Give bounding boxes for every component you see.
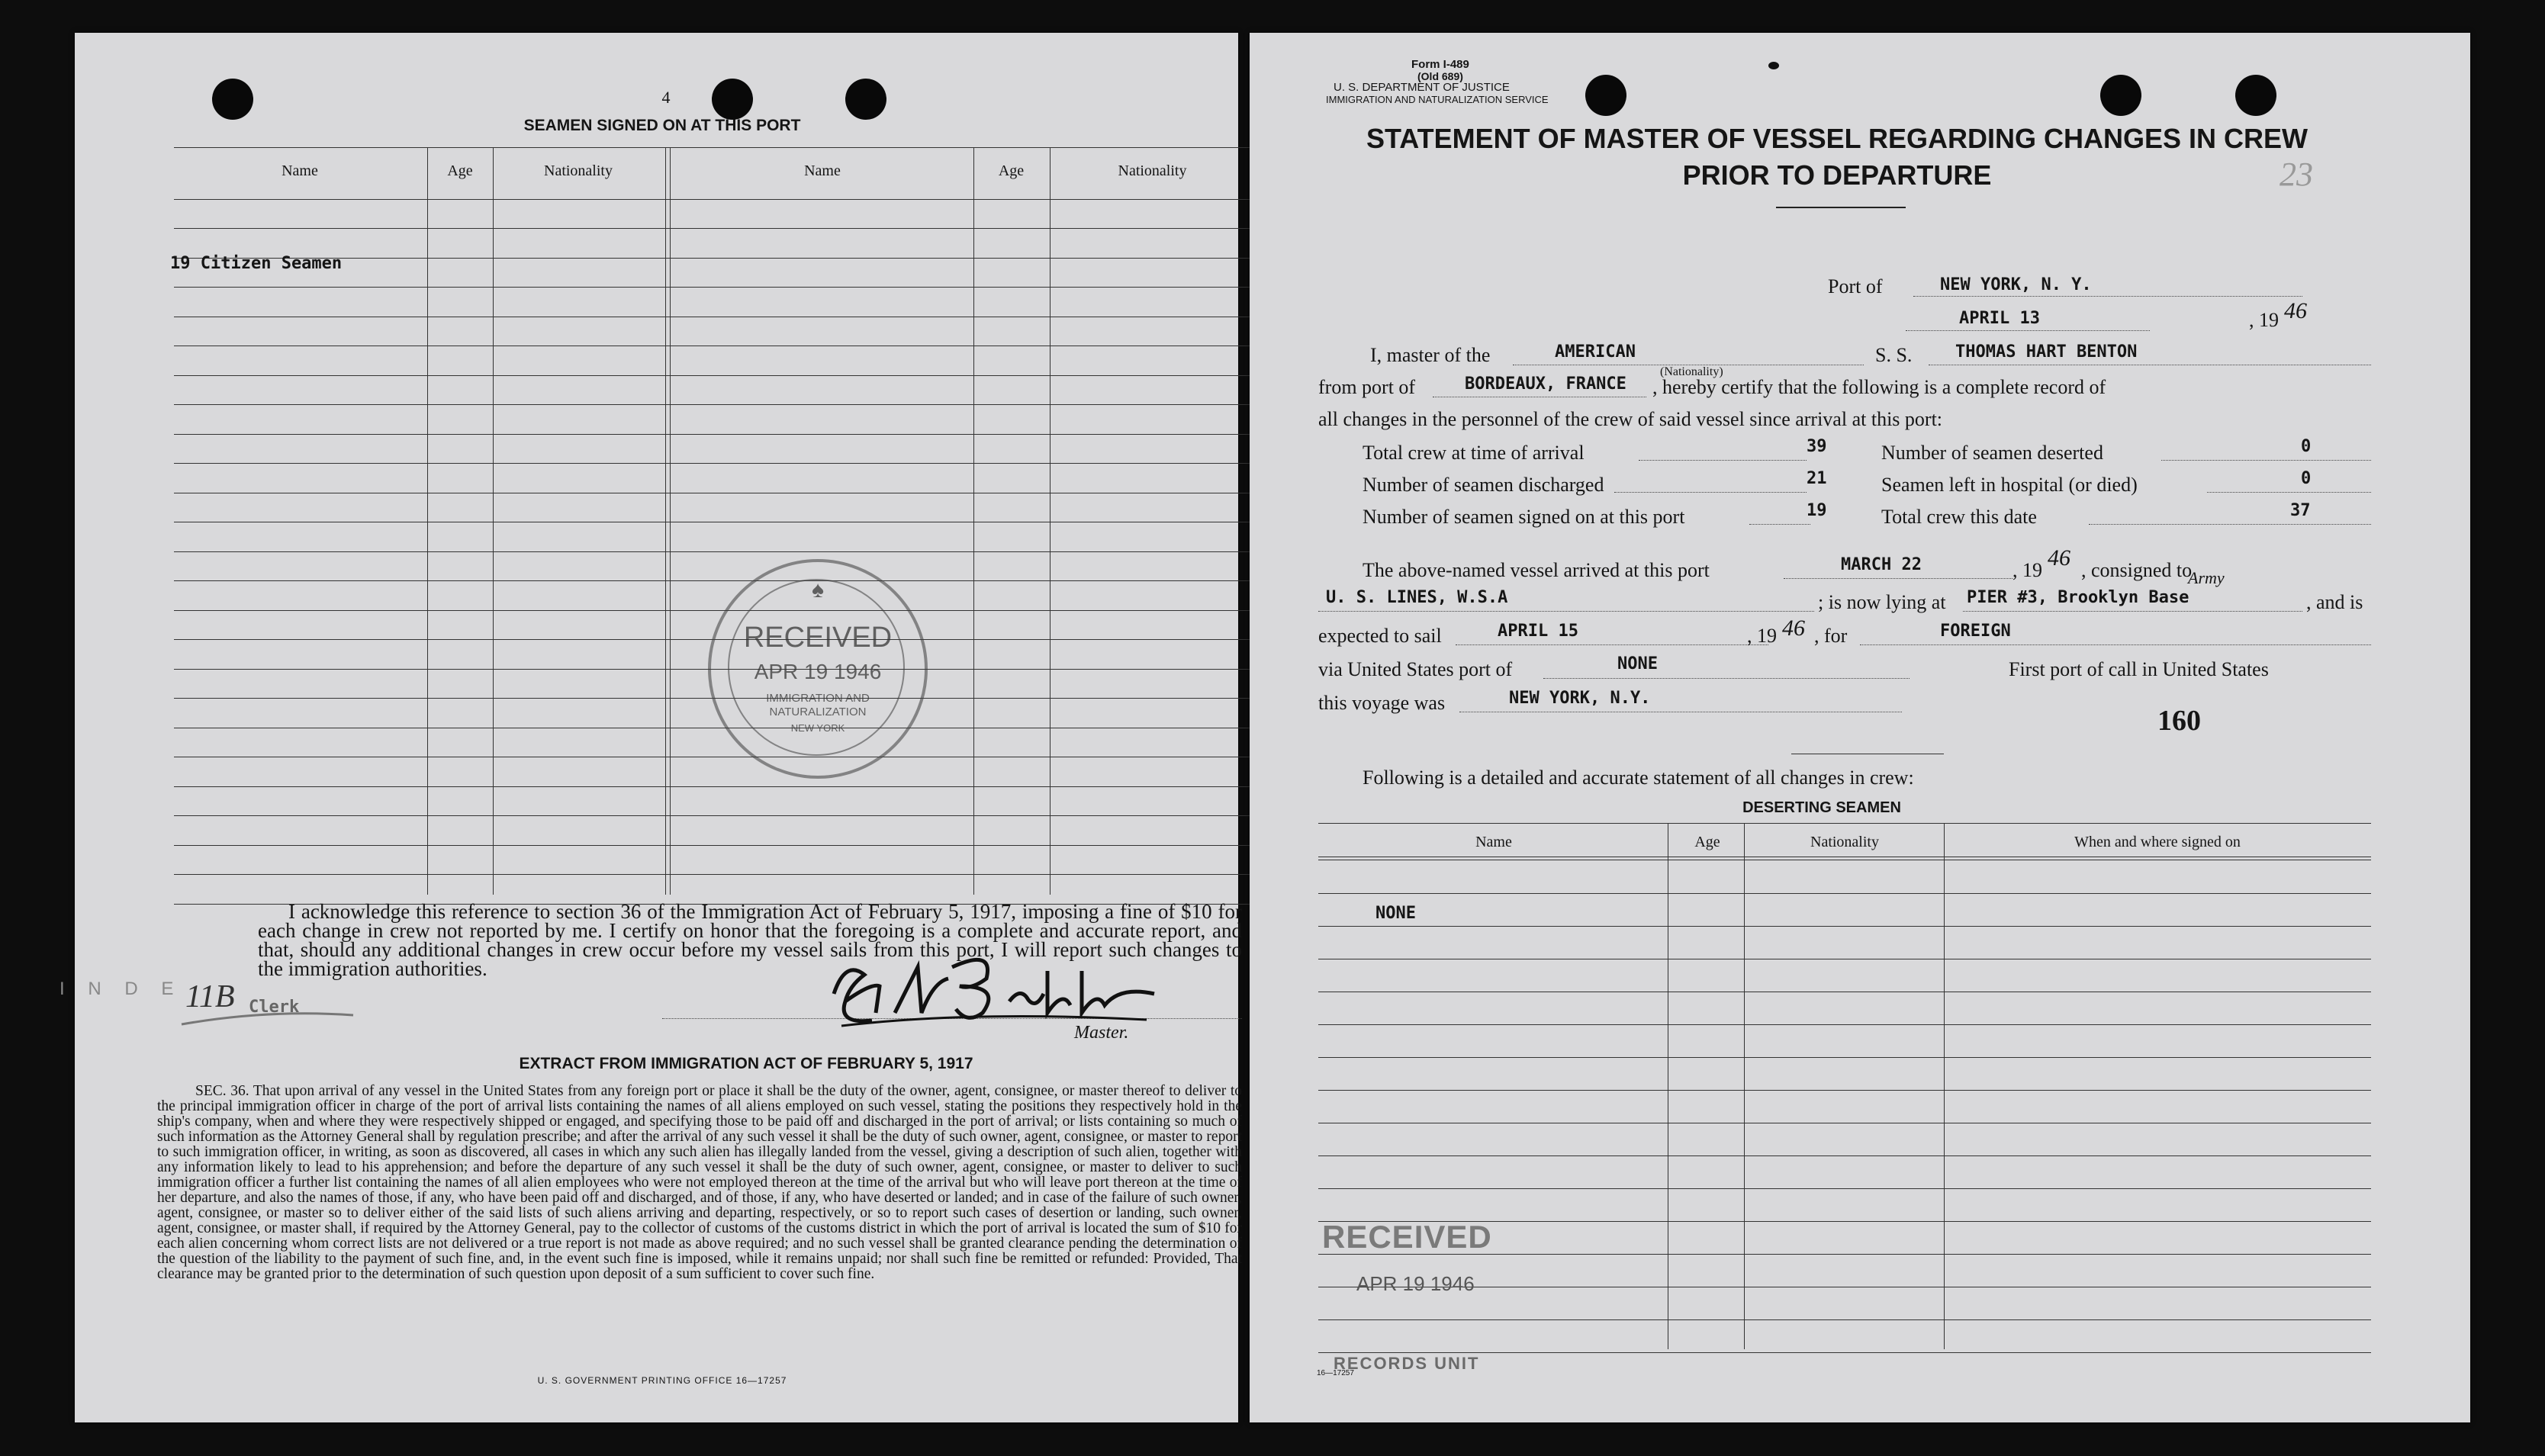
- from-port-value: BORDEAUX, FRANCE: [1465, 374, 1626, 394]
- deserting-col-age: Age: [1694, 834, 1720, 850]
- stat-value-total-arrival: 39: [1807, 437, 1827, 456]
- page-number: 4: [661, 88, 671, 107]
- col-header-age: Age: [447, 162, 473, 179]
- punch-hole: [212, 79, 253, 120]
- stat-value-discharged: 21: [1807, 469, 1827, 488]
- lying-at-label: ; is now lying at: [1818, 591, 1946, 613]
- ss-label: S. S.: [1875, 344, 1913, 366]
- stat-label-total-this-date: Total crew this date: [1881, 506, 2037, 528]
- certify-text: , hereby certify that the following is a complete record of: [1652, 376, 2106, 398]
- stamp-line-1: IMMIGRATION AND: [766, 692, 870, 705]
- extract-text: SEC. 36. That upon arrival of any vessel in the United States from any foreign port or place it shall be the duty of the owner, agent, consignee, or master thereof to deliver to the principal immigration officer in charge of the port of arrival lists containing the names of all aliens employed on such vessel, stating the positions they respectively hold in the ship's company, when and where they were respectively shipped or engaged, and specifying those to be paid off and discharged in the port of arrival; or lists containing so much of such information as the Attorney General shall by regulation prescribe; and after the arrival of any such vessel it shall be the duty of such owner, agent, consignee, or master to report to such immigration officer, in writing, as soon as discovered, all cases in which any such alien has illegally landed from the vessel, giving a description of such alien, together with any information likely to lead to his apprehension; and before the departure of any such vessel it shall be the duty of such owner, agent, consignee, or master to deliver to such immigration officer a further list containing the names of all alien employees who were not employed thereon at the time of the arrival but who will leave port thereon at the time of her departure, and also the names of those, if any, who have been paid off and discharged, and of those, if any, who have deserted or landed; and in case of the failure of such owner, agent, consignee, or master so to deliver either of the said lists of such aliens arriving and departing, respectively, or so to report such cases of desertion or landing, such owner, agent, consignee, or master shall, if required by the Attorney General, pay to the collector of customs of the customs district in which the port of arrival is located the sum of $10 for each alien concerning whom correct lists are not delivered or a true report is not made as above required; and no such vessel shall be granted clearance pending the determination of the question of the liability to the payment of such fine, and, in the event such fine is imposed, while it remains unpaid; nor shall such fine be remitted or refunded: Provided, That clearance may be granted prior to the determination of such question upon deposit of a sum sufficient to cover such fine.: [157, 1083, 1242, 1282]
- deserting-col-name: Name: [1475, 834, 1512, 850]
- table-row-line: [174, 845, 1256, 846]
- punch-hole: [1585, 75, 1626, 116]
- table-row-line: [1318, 926, 2371, 927]
- deserting-seamen-title: DESERTING SEAMEN: [1742, 799, 1901, 816]
- col-header-age-2: Age: [998, 162, 1025, 179]
- form-number: Form I-489: [1411, 58, 1469, 71]
- handwritten-number: 160: [2157, 705, 2201, 737]
- form-old-number: (Old 689): [1417, 70, 1463, 82]
- stamp-line-2: NATURALIZATION: [769, 706, 867, 718]
- table-row-line: [1318, 1319, 2371, 1320]
- arrived-label: The above-named vessel arrived at this port: [1363, 559, 1710, 581]
- col-header-name: Name: [282, 162, 318, 179]
- nationality-caption: (Nationality): [1660, 365, 1723, 378]
- table-row-line: [1318, 1057, 2371, 1058]
- received-stamp: ♠ RECEIVED APR 19 1946 IMMIGRATION AND NATURALIZATION NEW YORK: [708, 559, 928, 779]
- stat-label-signed-on: Number of seamen signed on at this port: [1363, 506, 1685, 528]
- deserting-col-nationality: Nationality: [1810, 834, 1879, 850]
- punch-hole: [2100, 75, 2141, 116]
- table-row-line: [1318, 1090, 2371, 1091]
- arrived-date-value: MARCH 22: [1841, 555, 1922, 574]
- year-value: 46: [2284, 298, 2307, 323]
- sail-year-prefix: , 19: [1747, 625, 1777, 647]
- form-title-line-1: STATEMENT OF MASTER OF VESSEL REGARDING CHANGES IN CREW: [1366, 123, 2309, 154]
- sail-year-value: 46: [1782, 616, 1805, 641]
- arrived-year-prefix: , 19: [2013, 559, 2042, 581]
- stat-value-deserted: 0: [2301, 437, 2312, 456]
- first-entry-citizen-seamen: 19 Citizen Seamen: [170, 254, 343, 273]
- port-label: Port of: [1828, 275, 1883, 297]
- deserting-col-signed-on: When and where signed on: [2074, 834, 2241, 850]
- stamp-line-3: NEW YORK: [790, 722, 845, 734]
- stat-label-total-arrival: Total crew at time of arrival: [1363, 442, 1585, 464]
- extract-title: EXTRACT FROM IMMIGRATION ACT OF FEBRUARY 5, 1917: [519, 1055, 973, 1072]
- records-unit-stamp: RECORDS UNIT: [1334, 1354, 1480, 1373]
- and-is-label: , and is: [2306, 591, 2363, 613]
- table-row-line: [174, 404, 1256, 405]
- form-title-line-2: PRIOR TO DEPARTURE: [1682, 159, 1992, 191]
- table-row-line: [174, 815, 1256, 816]
- port-value: NEW YORK, N. Y.: [1940, 275, 2092, 294]
- table-row-line: [1318, 1188, 2371, 1189]
- table-row-line: [1318, 893, 2371, 894]
- consignee-value: U. S. LINES, W.S.A: [1326, 588, 1508, 607]
- right-document-page: [1250, 33, 2470, 1422]
- received-stamp-bottom: RECEIVED: [1322, 1219, 1492, 1255]
- table-row-line: [174, 228, 1256, 229]
- department-line-1: U. S. DEPARTMENT OF JUSTICE: [1334, 81, 1510, 94]
- acknowledgement-text: I acknowledge this reference to section 36 of the Immigration Act of February 5, 1917, imposing a fine of $10 for each change in crew not reported by me. I certify on honor that the foregoing is a complete and accurate report, and that, should any additional changes in crew occur before my vessel sails from this port, I will report such changes to the immigration authorities.: [258, 900, 1242, 980]
- consigned-label: , consigned to: [2081, 559, 2193, 581]
- col-header-nationality-2: Nationality: [1118, 162, 1187, 179]
- table-row-line: [174, 434, 1256, 435]
- pier-value: PIER #3, Brooklyn Base: [1967, 588, 2189, 607]
- stat-value-signed-on: 19: [1807, 501, 1827, 520]
- table-row-line: [1318, 1155, 2371, 1156]
- stamp-date-text: APR 19 1946: [754, 660, 882, 683]
- right-footer-code: 16—17257: [1317, 1369, 1354, 1377]
- punch-hole: [712, 79, 753, 120]
- table-row-line: [174, 551, 1256, 552]
- year-prefix: , 19: [2249, 309, 2279, 331]
- certify-text-2: all changes in the personnel of the crew of said vessel since arrival at this port:: [1318, 408, 1943, 430]
- table-row-line: [174, 786, 1256, 787]
- table-row-line: [1318, 1024, 2371, 1025]
- seamen-signed-on-title: SEAMEN SIGNED ON AT THIS PORT: [523, 117, 801, 134]
- index-mark: I N D E: [60, 979, 183, 999]
- left-document-page: [60, 33, 1242, 1422]
- stat-label-deserted: Number of seamen deserted: [1881, 442, 2103, 464]
- stat-label-hospital: Seamen left in hospital (or died): [1881, 474, 2138, 496]
- for-label: , for: [1814, 625, 1848, 647]
- voyage-label: this voyage was: [1318, 692, 1446, 714]
- clerk-label: Clerk: [249, 998, 300, 1017]
- department-line-2: IMMIGRATION AND NATURALIZATION SERVICE: [1326, 94, 1549, 105]
- destination-value: FOREIGN: [1940, 622, 2011, 641]
- stat-value-hospital: 0: [2301, 469, 2312, 488]
- stat-label-discharged: Number of seamen discharged: [1363, 474, 1604, 496]
- received-stamp-date: APR 19 1946: [1356, 1272, 1475, 1295]
- corner-note: 23: [2280, 156, 2313, 193]
- vessel-name: THOMAS HART BENTON: [1955, 342, 2138, 362]
- from-port-label: from port of: [1318, 376, 1416, 398]
- via-port-label: via United States port of: [1318, 658, 1513, 680]
- following-text: Following is a detailed and accurate statement of all changes in crew:: [1363, 767, 1914, 789]
- expected-label: expected to sail: [1318, 625, 1442, 647]
- gpo-footer: U. S. GOVERNMENT PRINTING OFFICE 16—17257: [537, 1375, 787, 1386]
- table-row-line: [174, 375, 1256, 376]
- stat-value-total-this-date: 37: [2290, 501, 2311, 520]
- arrived-year-value: 46: [2048, 545, 2070, 571]
- table-row-line: [174, 610, 1256, 611]
- clerk-initials: 11B: [185, 979, 235, 1014]
- pier-note: Army: [2188, 568, 2225, 587]
- table-row-line: [174, 287, 1256, 288]
- table-row-line: [1318, 1352, 2371, 1353]
- master-label: Master.: [1074, 1023, 1129, 1043]
- deserting-entry-none: NONE: [1375, 904, 1416, 923]
- col-header-nationality: Nationality: [544, 162, 613, 179]
- table-row-line: [174, 463, 1256, 464]
- punch-hole: [845, 79, 886, 120]
- nationality-value: AMERICAN: [1555, 342, 1636, 362]
- stamp-received-text: RECEIVED: [743, 622, 893, 654]
- sail-date-value: APRIL 15: [1498, 622, 1578, 641]
- table-row-line: [174, 874, 1256, 875]
- col-header-name-2: Name: [804, 162, 841, 179]
- master-of-the-label: I, master of the: [1370, 344, 1491, 366]
- date-value: APRIL 13: [1959, 309, 2040, 328]
- via-port-value: NONE: [1617, 654, 1658, 673]
- punch-hole: [2235, 75, 2276, 116]
- first-port-label: First port of call in United States: [2009, 658, 2269, 680]
- voyage-value: NEW YORK, N.Y.: [1509, 689, 1651, 708]
